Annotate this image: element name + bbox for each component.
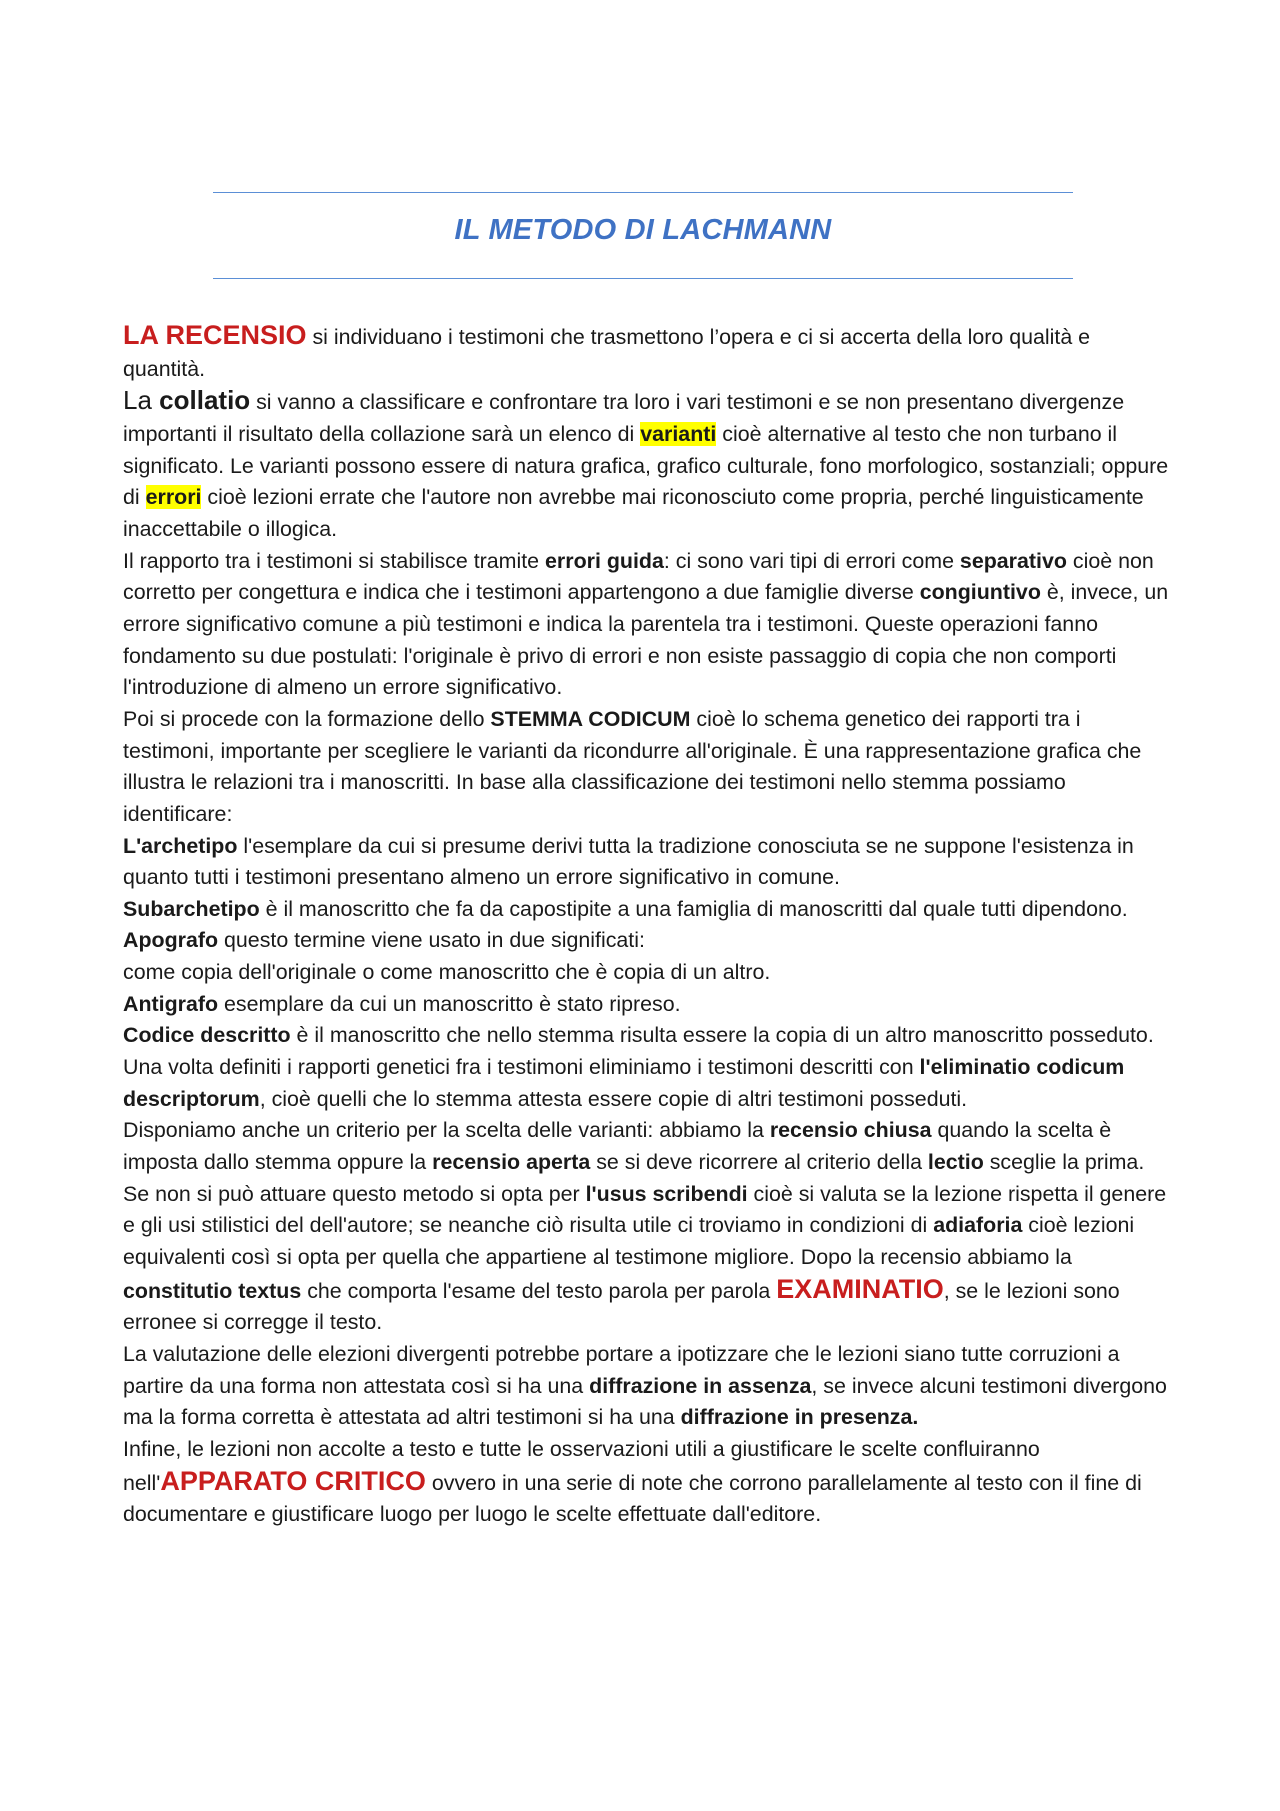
key-term: Apografo xyxy=(123,928,219,953)
key-term: congiuntivo xyxy=(919,580,1041,605)
key-term: Codice descritto xyxy=(123,1023,291,1048)
key-term: errori guida xyxy=(545,548,664,573)
key-term: Antigrafo xyxy=(123,991,219,1016)
paragraph-p3 xyxy=(123,546,1173,704)
paragraph-p14 xyxy=(123,1339,1173,1434)
text-run: cioè alternative al testo che non turbano il significato. Le varianti possono essere di natura grafica, grafico culturale, fono morfologico, sostanziali; oppure di xyxy=(123,421,1169,510)
text-run: questo termine viene usato in due significati: xyxy=(218,928,645,953)
highlighted-term: varianti xyxy=(640,421,717,446)
paragraph-p15 xyxy=(123,1434,1173,1531)
text-run: cioè lezioni errate che l'autore non avrebbe mai riconosciuto come propria, perché linguisticamente inaccettabile o illogica. xyxy=(123,485,1144,541)
text-run: se si deve ricorrere al criterio della xyxy=(590,1150,928,1175)
paragraph-p4 xyxy=(123,704,1173,831)
text-run: è il manoscritto che nello stemma risulta essere la copia di un altro manoscritto posseduto. xyxy=(290,1023,1154,1048)
text-run: è il manoscritto che fa da capostipite a una famiglia di manoscritti dal quale tutti dipendono. xyxy=(259,896,1128,921)
paragraph-p1 xyxy=(123,320,1173,385)
document-body xyxy=(123,320,1173,1531)
section-term: LA RECENSIO xyxy=(123,320,307,350)
key-term: STEMMA CODICUM xyxy=(490,706,691,731)
text-run: La xyxy=(123,385,160,416)
paragraph-p5 xyxy=(123,831,1173,894)
text-run: , cioè quelli che lo stemma attesta essere copie di altri testimoni posseduti. xyxy=(259,1086,968,1111)
text-run: esemplare da cui un manoscritto è stato ripreso. xyxy=(218,991,681,1016)
paragraph-p10 xyxy=(123,1020,1173,1052)
key-term: separativo xyxy=(959,548,1067,573)
key-term: l'usus scribendi xyxy=(585,1181,748,1206)
key-term: Subarchetipo xyxy=(123,896,260,921)
text-run: , se le lezioni sono erronee si corregge il testo. xyxy=(123,1278,1120,1335)
key-term: constitutio textus xyxy=(123,1278,302,1303)
paragraph-p13 xyxy=(123,1179,1173,1339)
text-run: Disponiamo anche un criterio per la scelta delle varianti: abbiamo la xyxy=(123,1118,770,1143)
text-run: , se invece alcuni testimoni divergono ma la forma corretta è attestata ad altri testimoni si ha una xyxy=(123,1373,1167,1430)
key-term: diffrazione in presenza. xyxy=(680,1405,919,1430)
text-run: come copia dell'originale o come manoscritto che è copia di un altro. xyxy=(123,960,771,985)
paragraph-p8 xyxy=(123,957,1173,989)
paragraph-p9 xyxy=(123,989,1173,1021)
paragraph-p7 xyxy=(123,925,1173,957)
paragraph-p11 xyxy=(123,1052,1173,1115)
text-run: si vanno a classificare e confrontare tra loro i vari testimoni e se non presentano divergenze importanti il risultato della collazione sarà un elenco di xyxy=(123,390,1125,446)
text-run: Il rapporto tra i testimoni si stabilisce tramite xyxy=(123,548,546,573)
paragraph-p12 xyxy=(123,1115,1173,1178)
paragraph-p2 xyxy=(123,385,1173,545)
title-top-rule xyxy=(213,192,1073,193)
document-title: IL METODO DI LACHMANN xyxy=(454,214,832,246)
title-bottom-rule xyxy=(213,278,1073,279)
section-term: EXAMINATIO xyxy=(776,1273,944,1304)
text-run: ovvero in una serie di note che corrono parallelamente al testo con il fine di documentare e giustificare luogo per luogo le scelte effettuate dall'editore. xyxy=(123,1470,1142,1527)
text-run: Poi si procede con la formazione dello xyxy=(123,706,491,731)
paragraph-p6 xyxy=(123,894,1173,926)
text-run: l'esemplare da cui si presume derivi tutta la tradizione conosciuta se ne suppone l'esistenza in quanto tutti i testimoni presentano almeno un errore significativo in comune. xyxy=(123,833,1134,890)
key-term: L'archetipo xyxy=(123,833,238,858)
key-term: adiaforia xyxy=(933,1213,1023,1238)
key-term: recensio aperta xyxy=(432,1150,591,1175)
text-run: che comporta l'esame del testo parola per parola xyxy=(301,1278,777,1303)
text-run: cioè non corretto per congettura e indica che i testimoni appartengono a due famiglie diverse xyxy=(123,548,1154,605)
key-term: collatio xyxy=(159,385,251,416)
text-run: Una volta definiti i rapporti genetici fra i testimoni eliminiamo i testimoni descritti con xyxy=(123,1055,920,1080)
text-run: si individuano i testimoni che trasmettono l’opera e ci si accerta della loro qualità e quantità. xyxy=(123,325,1091,381)
key-term: lectio xyxy=(927,1150,984,1175)
highlighted-term: errori xyxy=(145,485,202,510)
key-term: l'eliminatio codicum descriptorum xyxy=(123,1055,1125,1111)
text-run: Se non si può attuare questo metodo si opta per xyxy=(123,1181,586,1206)
text-run: è, invece, un errore significativo comune a più testimoni e indica la parentela tra i testimoni. Queste operazioni fanno fondamento su due postulati: l'originale è privo di errori e non esiste passaggio di copia che non comporti l'introduzione di almeno un errore significativo. xyxy=(123,580,1169,700)
text-run: sceglie la prima. xyxy=(983,1150,1145,1175)
key-term: diffrazione in assenza xyxy=(589,1373,812,1398)
text-run: cioè lezioni equivalenti così si opta per quella che appartiene al testimone migliore. Dopo la recensio abbiamo la xyxy=(123,1213,1135,1270)
section-term: APPARATO CRITICO xyxy=(160,1465,426,1496)
text-run: cioè lo schema genetico dei rapporti tra i testimoni, importante per scegliere le varianti da ricondurre all'originale. È una rappresentazione grafica che illustra le relazioni tra i manoscritti. In base alla classificazione dei testimoni nello stemma possiamo identificare: xyxy=(123,706,1142,826)
text-run: cioè si valuta se la lezione rispetta il genere e gli usi stilistici del dell'autore; se neanche ciò risulta utile ci troviamo in condizioni di xyxy=(123,1181,1167,1238)
text-run: : ci sono vari tipi di errori come xyxy=(663,548,960,573)
text-run: quando la scelta è imposta dallo stemma oppure la xyxy=(123,1118,1112,1175)
key-term: recensio chiusa xyxy=(769,1118,932,1143)
text-run: La valutazione delle elezioni divergenti potrebbe portare a ipotizzare che le lezioni siano tutte corruzioni a partire da una forma non attestata così si ha una xyxy=(123,1342,1120,1398)
text-run: Infine, le lezioni non accolte a testo e tutte le osservazioni utili a giustificare le scelte confluiranno nell' xyxy=(123,1436,1040,1495)
